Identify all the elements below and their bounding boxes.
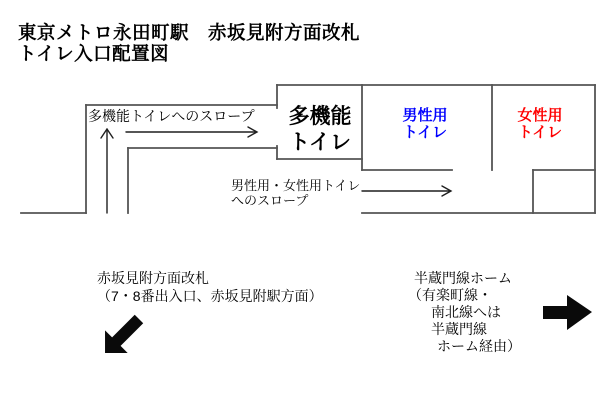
platform-label-line1: 半蔵門線ホーム [414,270,512,286]
gate-label-line2: （7・8番出入口、赤坂見附駅方面） [97,288,323,304]
page-title-line2: トイレ入口配置図 [18,43,170,64]
mw-slope-label-line2: へのスロープ [231,193,309,208]
mf-slope-label: 多機能トイレへのスロープ [88,108,255,124]
mf-slope-arrow-icon [126,127,257,137]
page-title-line1: 東京メトロ永田町駅 赤坂見附方面改札 [18,22,361,43]
gate-direction-arrow-icon [94,308,151,365]
multifunction-room-label-line1: 多機能 [288,105,352,128]
gate-label-line1: 赤坂見附方面改札 [97,270,209,286]
mw-slope-arrow-icon [362,186,451,196]
mw-slope-label-line1: 男性用・女性用トイレ [231,178,361,193]
platform-label-line3: 南北線へは [417,304,501,320]
mens-room-label-line1: 男性用 [402,107,448,124]
platform-direction-arrow-icon [543,295,592,330]
womens-room-label-line2: トイレ [517,124,563,141]
multifunction-room-label-line2: トイレ [289,131,351,154]
platform-label-line2: （有楽町線・ [408,287,492,303]
up-arrow-icon [101,129,113,213]
platform-label-line4: 半蔵門線 [417,321,487,337]
platform-label-line5: ホーム経由） [423,338,521,354]
womens-room-label-line1: 女性用 [517,107,563,124]
mens-room-label-line2: トイレ [402,124,448,141]
